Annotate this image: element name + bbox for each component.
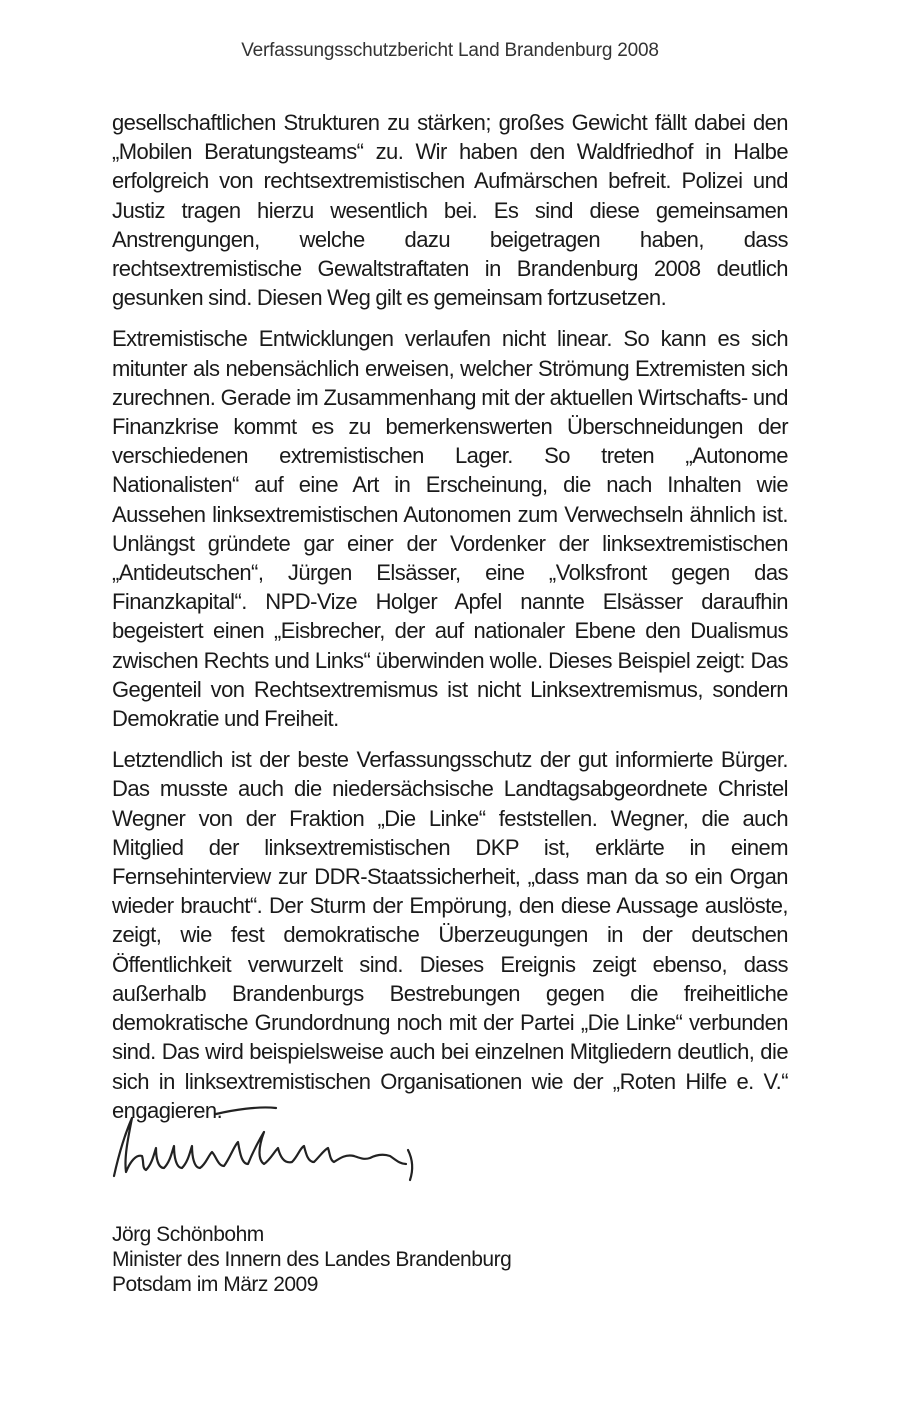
paragraph-3: Letztendlich ist der beste Verfassungsschutz der gut informierte Bürger. Das musste auch die niedersächsische Landtagsabgeordnete Christel Wegner von der Fraktion „Die Linke“ feststellen. Wegner, die auch Mitglied der linksextremistischen DKP ist, erklärte in einem Fernsehinterview zur DDR-Staatssicherheit, „dass man da so ein Organ wieder braucht“. Der Sturm der Empörung, den diese Aussage auslöste, zeigt, wie fest demokratische Überzeugungen in der deutschen Öffentlichkeit verwurzelt sind. Dieses Ereignis zeigt ebenso, dass außerhalb Brandenburgs Bestrebungen gegen die freiheitliche demokratische Grundordnung noch mit der Partei „Die Linke“ verbunden sind. Das wird beispielsweise auch bei einzelnen Mitgliedern deutlich, die sich in linksextremistischen Organisationen wie der „Roten Hilfe e. V.“ engagieren.: [112, 747, 788, 1123]
signer-block: [112, 1222, 712, 1297]
signer-name: Jörg Schönbohm: [112, 1223, 264, 1246]
paragraph-2: Extremistische Entwicklungen verlaufen nicht linear. So kann es sich mitunter als nebensächlich erweisen, welcher Strömung Extremisten sich zurechnen. Gerade im Zusammenhang mit der aktuellen Wirtschafts- und Finanzkrise kommt es zu bemerkenswerten Überschneidungen der verschiedenen extremistischen Lager. So treten „Autonome Nationalisten“ auf eine Art in Erscheinung, die nach Inhalten wie Aussehen linksextremistischen Autonomen zum Verwechseln ähnlich ist. Unlängst gründete gar einer der Vordenker der linksextremistischen „Antideutschen“, Jürgen Elsässer, eine „Volksfront gegen das Finanzkapital“. NPD-Vize Holger Apfel nannte Elsässer daraufhin begeistert einen „Eisbrecher, der auf nationaler Ebene den Dualismus zwischen Rechts und Links“ überwinden wolle. Dieses Beispiel zeigt: Das Gegenteil von Rechtsextremismus ist nicht Linksextremismus, sondern Demokratie und Freiheit.: [112, 326, 788, 732]
running-header: Verfassungsschutzbericht Land Brandenburg 2008: [241, 40, 659, 61]
signer-place-date: Potsdam im März 2009: [112, 1273, 318, 1296]
signer-position: Minister des Innern des Landes Brandenburg: [112, 1248, 512, 1271]
signature-drawing: [108, 1098, 438, 1188]
handwritten-signature: [108, 1098, 438, 1188]
paragraph-1: gesellschaftlichen Strukturen zu stärken; großes Gewicht fällt dabei den „Mobilen Beratungsteams“ zu. Wir haben den Waldfriedhof in Halbe erfolgreich von rechtsextremistischen Aufmärschen befreit. Polizei und Justiz tragen hierzu wesentlich bei. Es sind diese gemeinsamen Anstrengungen, welche dazu beigetragen haben, dass rechtsextremistische Gewaltstraftaten in Brandenburg 2008 deutlich gesunken sind. Diesen Weg gilt es gemeinsam fortzusetzen.: [112, 110, 788, 311]
body-text: [112, 108, 788, 1137]
